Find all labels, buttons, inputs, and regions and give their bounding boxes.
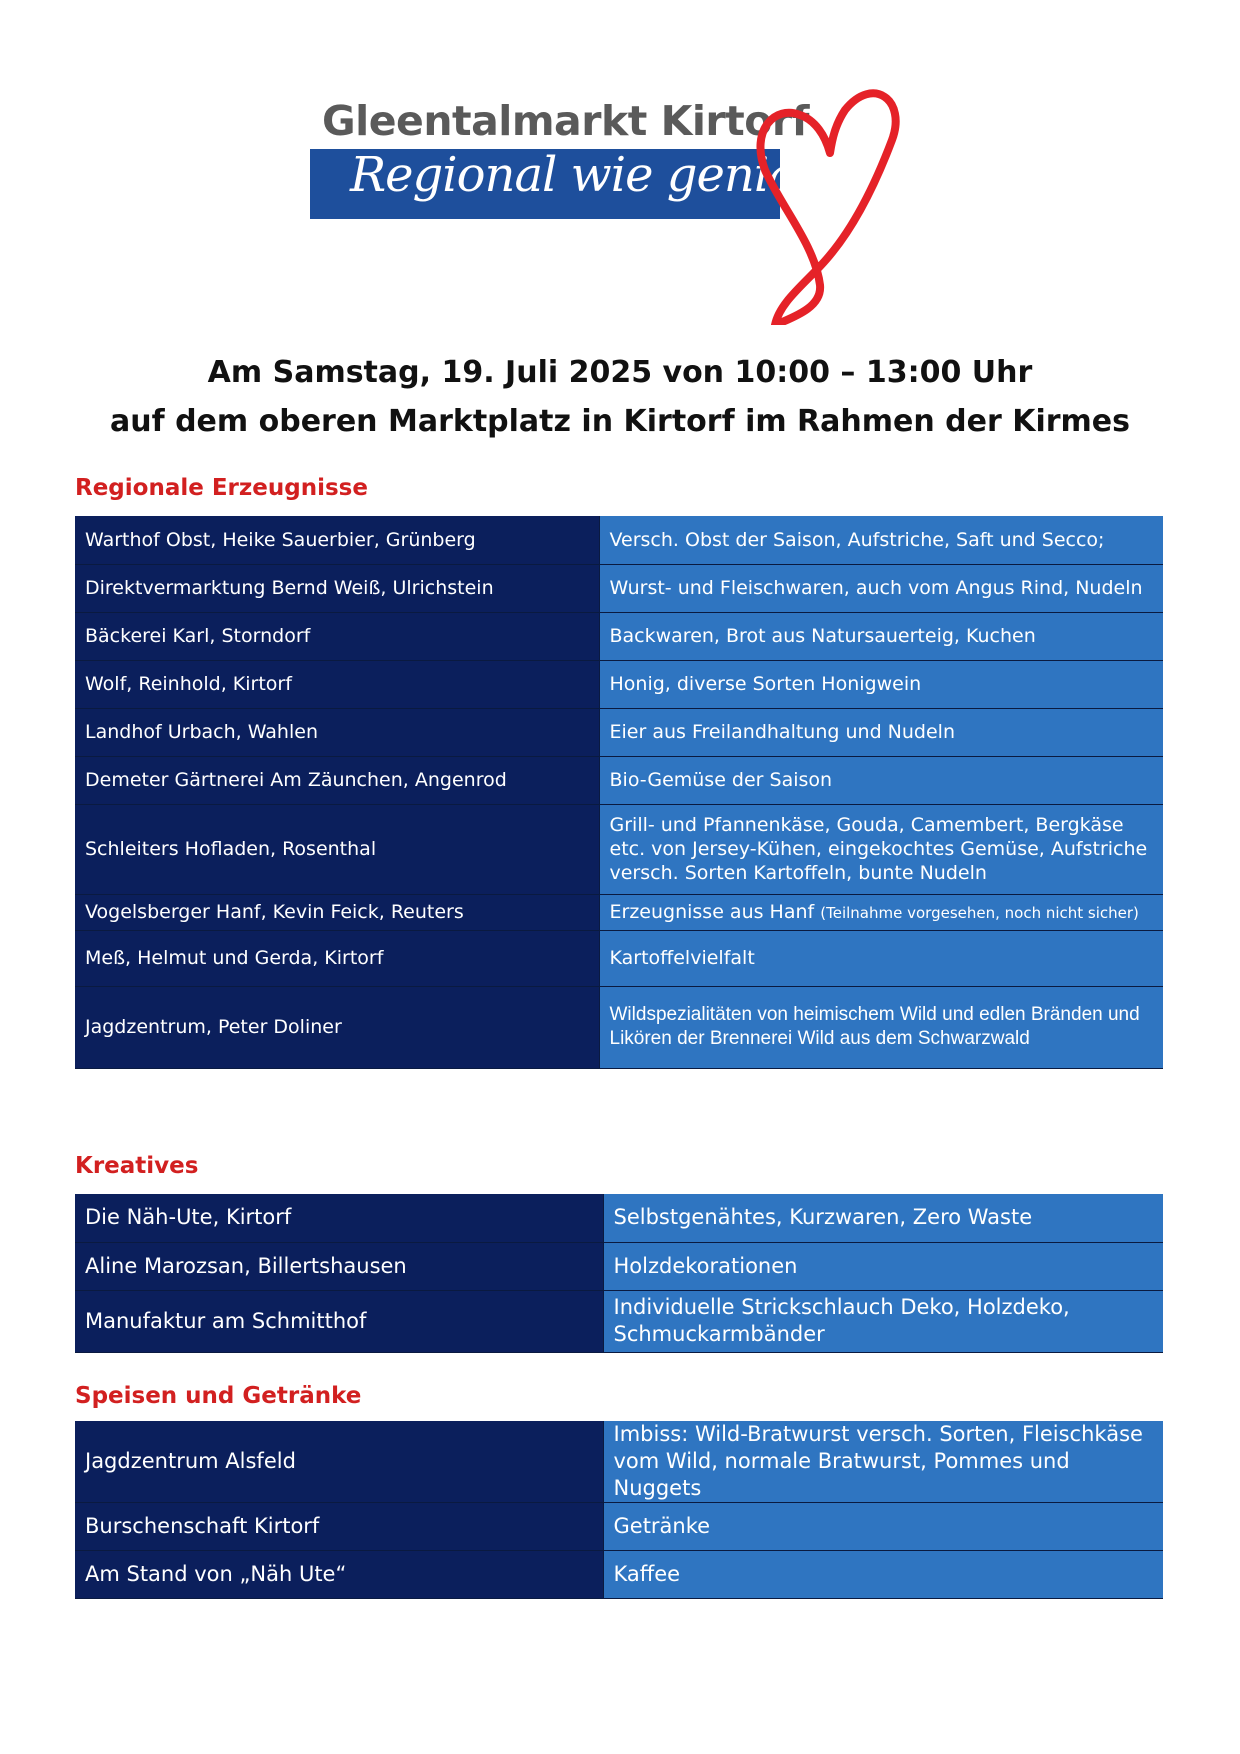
- products-cell: Selbstgenähtes, Kurzwaren, Zero Waste: [603, 1194, 1163, 1242]
- products-cell: Honig, diverse Sorten Honigwein: [599, 660, 1163, 708]
- table-row: [75, 1242, 1163, 1290]
- heart-outline-icon: [310, 85, 930, 325]
- products-cell: [599, 894, 1163, 930]
- table-row: [75, 708, 1163, 756]
- products-cell: Eier aus Freilandhaltung und Nudeln: [599, 708, 1163, 756]
- products-cell: Wildspezialitäten von heimischem Wild und edlen Bränden und Likören der Brennerei Wild aus dem Schwarzwald: [599, 986, 1163, 1068]
- vendor-cell: Burschenschaft Kirtorf: [75, 1502, 603, 1550]
- table-row: [75, 894, 1163, 930]
- table-row: [75, 1421, 1163, 1502]
- table-row: [75, 660, 1163, 708]
- table-row: [75, 804, 1163, 894]
- products-cell: Imbiss: Wild-Bratwurst versch. Sorten, Fleischkäse vom Wild, normale Bratwurst, Pommes und Nuggets: [603, 1421, 1163, 1502]
- logo: [310, 85, 930, 325]
- table-row: [75, 1502, 1163, 1550]
- products-cell: Bio-Gemüse der Saison: [599, 756, 1163, 804]
- vendor-cell: Wolf, Reinhold, Kirtorf: [75, 660, 599, 708]
- participation-note: (Teilnahme vorgesehen, noch nicht sicher): [820, 903, 1139, 922]
- table-row: [75, 612, 1163, 660]
- vendor-cell: Demeter Gärtnerei Am Zäunchen, Angenrod: [75, 756, 599, 804]
- products-cell: Wurst- und Fleischwaren, auch vom Angus Rind, Nudeln: [599, 564, 1163, 612]
- vendor-cell: Manufaktur am Schmitthof: [75, 1290, 603, 1352]
- vendor-cell: Die Näh-Ute, Kirtorf: [75, 1194, 603, 1242]
- table-row: [75, 1290, 1163, 1352]
- table-row: [75, 986, 1163, 1068]
- products-cell: Grill- und Pfannenkäse, Gouda, Camembert, Bergkäse etc. von Jersey-Kühen, eingekochtes Gemüse, Aufstriche versch. Sorten Kartoffeln, bunte Nudeln: [599, 804, 1163, 894]
- vendor-cell: Aline Marozsan, Billertshausen: [75, 1242, 603, 1290]
- products-cell: Kaffee: [603, 1550, 1163, 1598]
- event-date-heading: Am Samstag, 19. Juli 2025 von 10:00 – 13:00 Uhr: [207, 355, 1033, 390]
- table-row: [75, 1550, 1163, 1598]
- table-row: [75, 756, 1163, 804]
- vendor-cell: Landhof Urbach, Wahlen: [75, 708, 599, 756]
- products-cell: Getränke: [603, 1502, 1163, 1550]
- section-title-kreatives: Kreatives: [75, 1153, 199, 1179]
- section-title-speisen: Speisen und Getränke: [75, 1383, 362, 1409]
- products-cell: Holzdekorationen: [603, 1242, 1163, 1290]
- vendor-cell: Vogelsberger Hanf, Kevin Feick, Reuters: [75, 894, 599, 930]
- vendor-cell: Direktvermarktung Bernd Weiß, Ulrichstein: [75, 564, 599, 612]
- vendor-cell: Warthof Obst, Heike Sauerbier, Grünberg: [75, 516, 599, 564]
- regional-products-table: [75, 516, 1163, 1069]
- products-cell: Backwaren, Brot aus Natursauerteig, Kuchen: [599, 612, 1163, 660]
- table-row: [75, 930, 1163, 986]
- products-text: Erzeugnisse aus Hanf: [609, 900, 815, 923]
- vendor-cell: Jagdzentrum Alsfeld: [75, 1421, 603, 1502]
- logo-title: Gleentalmarkt Kirtorf: [322, 97, 809, 145]
- vendor-cell: Am Stand von „Näh Ute“: [75, 1550, 603, 1598]
- products-cell: Versch. Obst der Saison, Aufstriche, Saft und Secco;: [599, 516, 1163, 564]
- creative-table: [75, 1194, 1163, 1353]
- logo-slogan: Regional wie genial: [350, 147, 811, 203]
- vendor-cell: Schleiters Hofladen, Rosenthal: [75, 804, 599, 894]
- food-drinks-table: [75, 1421, 1163, 1599]
- table-row: [75, 1194, 1163, 1242]
- products-cell: Individuelle Strickschlauch Deko, Holzdeko, Schmuckarmbänder: [603, 1290, 1163, 1352]
- vendor-cell: Bäckerei Karl, Storndorf: [75, 612, 599, 660]
- event-location-heading: auf dem oberen Marktplatz in Kirtorf im Rahmen der Kirmes: [109, 404, 1131, 439]
- table-row: [75, 564, 1163, 612]
- table-row: [75, 516, 1163, 564]
- section-title-regional: Regionale Erzeugnisse: [75, 475, 368, 501]
- vendor-cell: Meß, Helmut und Gerda, Kirtorf: [75, 930, 599, 986]
- vendor-cell: Jagdzentrum, Peter Doliner: [75, 986, 599, 1068]
- products-cell: Kartoffelvielfalt: [599, 930, 1163, 986]
